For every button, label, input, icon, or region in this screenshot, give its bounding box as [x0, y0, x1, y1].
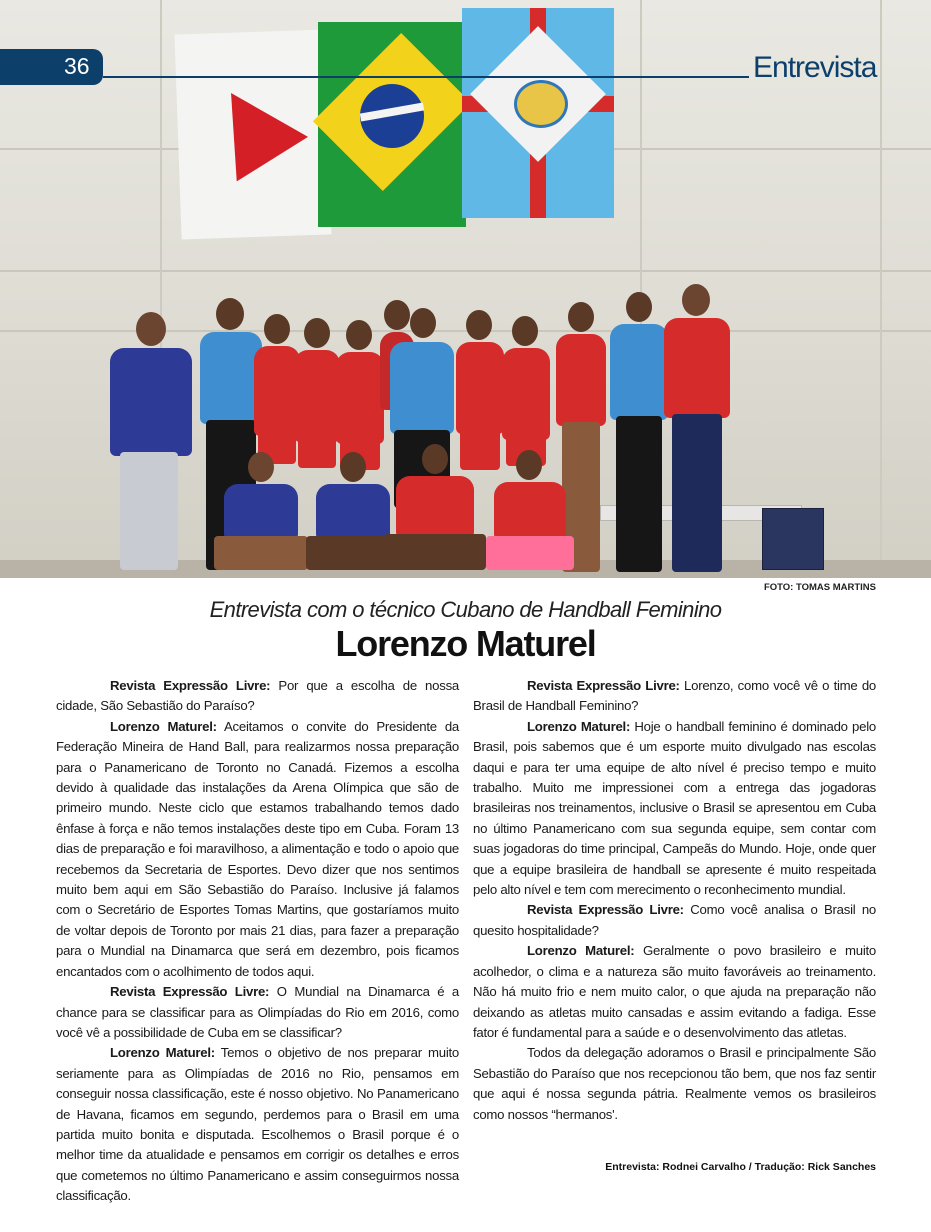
article-title: Lorenzo Maturel — [335, 623, 596, 664]
person — [336, 320, 384, 470]
paragraph — [473, 1043, 876, 1125]
paragraph-text: Todos da delegação adoramos o Brasil e principalmente São Sebastião do Paraíso que nos recepcionou tão bem, que nos faz sentir que aqui é nossa segunda pátria. Realmente vemos os brasileiros como nossos “hermanos'. — [473, 1045, 876, 1122]
paragraph-text: Como você analisa o Brasil no quesito hospitalidade? — [473, 902, 876, 938]
speaker-label: Lorenzo Maturel: — [527, 943, 635, 959]
paragraph — [56, 982, 459, 1043]
paragraph — [473, 900, 876, 941]
speaker-label: Revista Expressão Livre: — [527, 902, 684, 918]
team-photo — [0, 0, 931, 578]
section-rule — [103, 76, 749, 78]
person — [610, 292, 668, 572]
brazil-flag — [318, 22, 466, 227]
person — [384, 444, 486, 570]
speaker-label: Revista Expressão Livre: — [110, 984, 270, 1000]
paragraph-text: Aceitamos o convite do Presidente da Federação Mineira de Hand Ball, para realizarmos nossa preparação para o Panamericano de Toronto no Canadá. Fizemos a escolha devido à qualidade das instalações da Arena Olímpica que são de primeiro mundo. Neste ciclo que estamos trabalhando temos dado ênfase à força e não temos instalações deste tipo em Cuba. Foram 13 dias de preparação e foi maravilhoso, a alimentação e todo o apoio que recebemos da Secretaria de Esportes. Devo dizer que nos sentimos muito bem aqui em São Sebastião do Paraíso. Inclusive já falamos com o Secretário de Esportes Tomas Martins, que gostaríamos muito de voltar depois de Toronto por mais 21 dias, para fazer a preparação para o Mundial na Dinamarca que será em dezembro, pois ficamos encantados com o acolhimento de todos aqui. — [56, 718, 459, 979]
paragraph — [473, 717, 876, 901]
paragraph — [56, 717, 459, 982]
article-subtitle: Entrevista com o técnico Cubano de Handball Feminino — [209, 597, 722, 622]
paragraph-text: O Mundial na Dinamarca é a chance para se classificar para as Olimpíadas do Rio em 2016, como você vê a possibilidade de Cuba em se classificar? — [56, 984, 459, 1040]
speaker-label: Lorenzo Maturel: — [110, 1045, 215, 1061]
interview-credit: Entrevista: Rodnei Carvalho / Tradução: Rick Sanches — [605, 1161, 876, 1173]
person — [502, 316, 550, 466]
speaker-label: Revista Expressão Livre: — [527, 678, 680, 693]
paragraph-text: Hoje o handball feminino é dominado pelo Brasil, pois sabemos que é um esporte muito divulgado nas escolas daqui e para ter uma equipe de alto nível é preciso tempo e muito trabalho. Muito me impressionei com a entrega das jogadoras brasileiras nos treinamentos, inclusive o Brasil se apresentou em Cuba no último Panamericano com sua segunda equipe, sem contar com suas jogadoras do time principal, Campeãs do Mundo. Hoje, onde quer que a equipe brasileira de handball se apresente é muito respeitada pelo alto nível e tem com merecimento o reconhecimento mundial. — [473, 718, 876, 898]
city-flag — [462, 8, 614, 218]
paragraph-text: Temos o objetivo de nos preparar muito seriamente para as Olimpíadas de 2016 no Rio, pensamos em conseguir nossa classificação, este é nosso objetivo. No Panamericano de Havana, ficamos em segundo, perdemos para o Brasil em uma partida muito bonita e disputada. Escolhemos o Brasil porque é o melhor time da atualidade e pensamos em corrigir os detalhes e erros que cometemos no último Panamericano e assim conseguirmos nossa classificação. — [56, 1045, 460, 1204]
article-column-right — [473, 676, 876, 1125]
wall-panel-line — [0, 270, 931, 272]
paragraph — [56, 676, 459, 717]
person — [486, 450, 574, 570]
wall-panel-line — [880, 0, 882, 578]
person — [664, 284, 730, 572]
person — [108, 312, 192, 570]
paragraph — [473, 941, 876, 1043]
photo-credit: FOTO: TOMAS MARTINS — [763, 582, 876, 593]
paragraph-text: Lorenzo, como você vê o time do Brasil de Handball Feminino? — [473, 678, 876, 714]
article-column-left — [56, 676, 459, 1207]
person — [214, 452, 308, 570]
minas-gerais-flag — [174, 29, 331, 239]
paragraph-text: Geralmente o povo brasileiro e muito acolhedor, o clima e a natureza são muito favoráveis ao treinamento. Não há muito frio e nem muito calor, o que ajuda na preparação não deixando as atletas muito cansadas e assim evitando a fadiga. Esse fator é fundamental para a saúde e o desenvolvimento das atletas. — [473, 943, 877, 1040]
paragraph — [473, 676, 876, 717]
paragraph — [56, 1043, 459, 1206]
speaker-label: Lorenzo Maturel: — [527, 718, 631, 734]
section-title: Entrevista — [753, 51, 877, 84]
speaker-label: Lorenzo Maturel: — [110, 718, 217, 734]
speaker-label: Revista Expressão Livre: — [110, 678, 271, 693]
paragraph-text: Por que a escolha de nossa cidade, São Sebastião do Paraíso? — [56, 678, 459, 714]
person — [294, 318, 340, 468]
chair — [762, 508, 824, 570]
page-number: 36 — [64, 53, 90, 79]
